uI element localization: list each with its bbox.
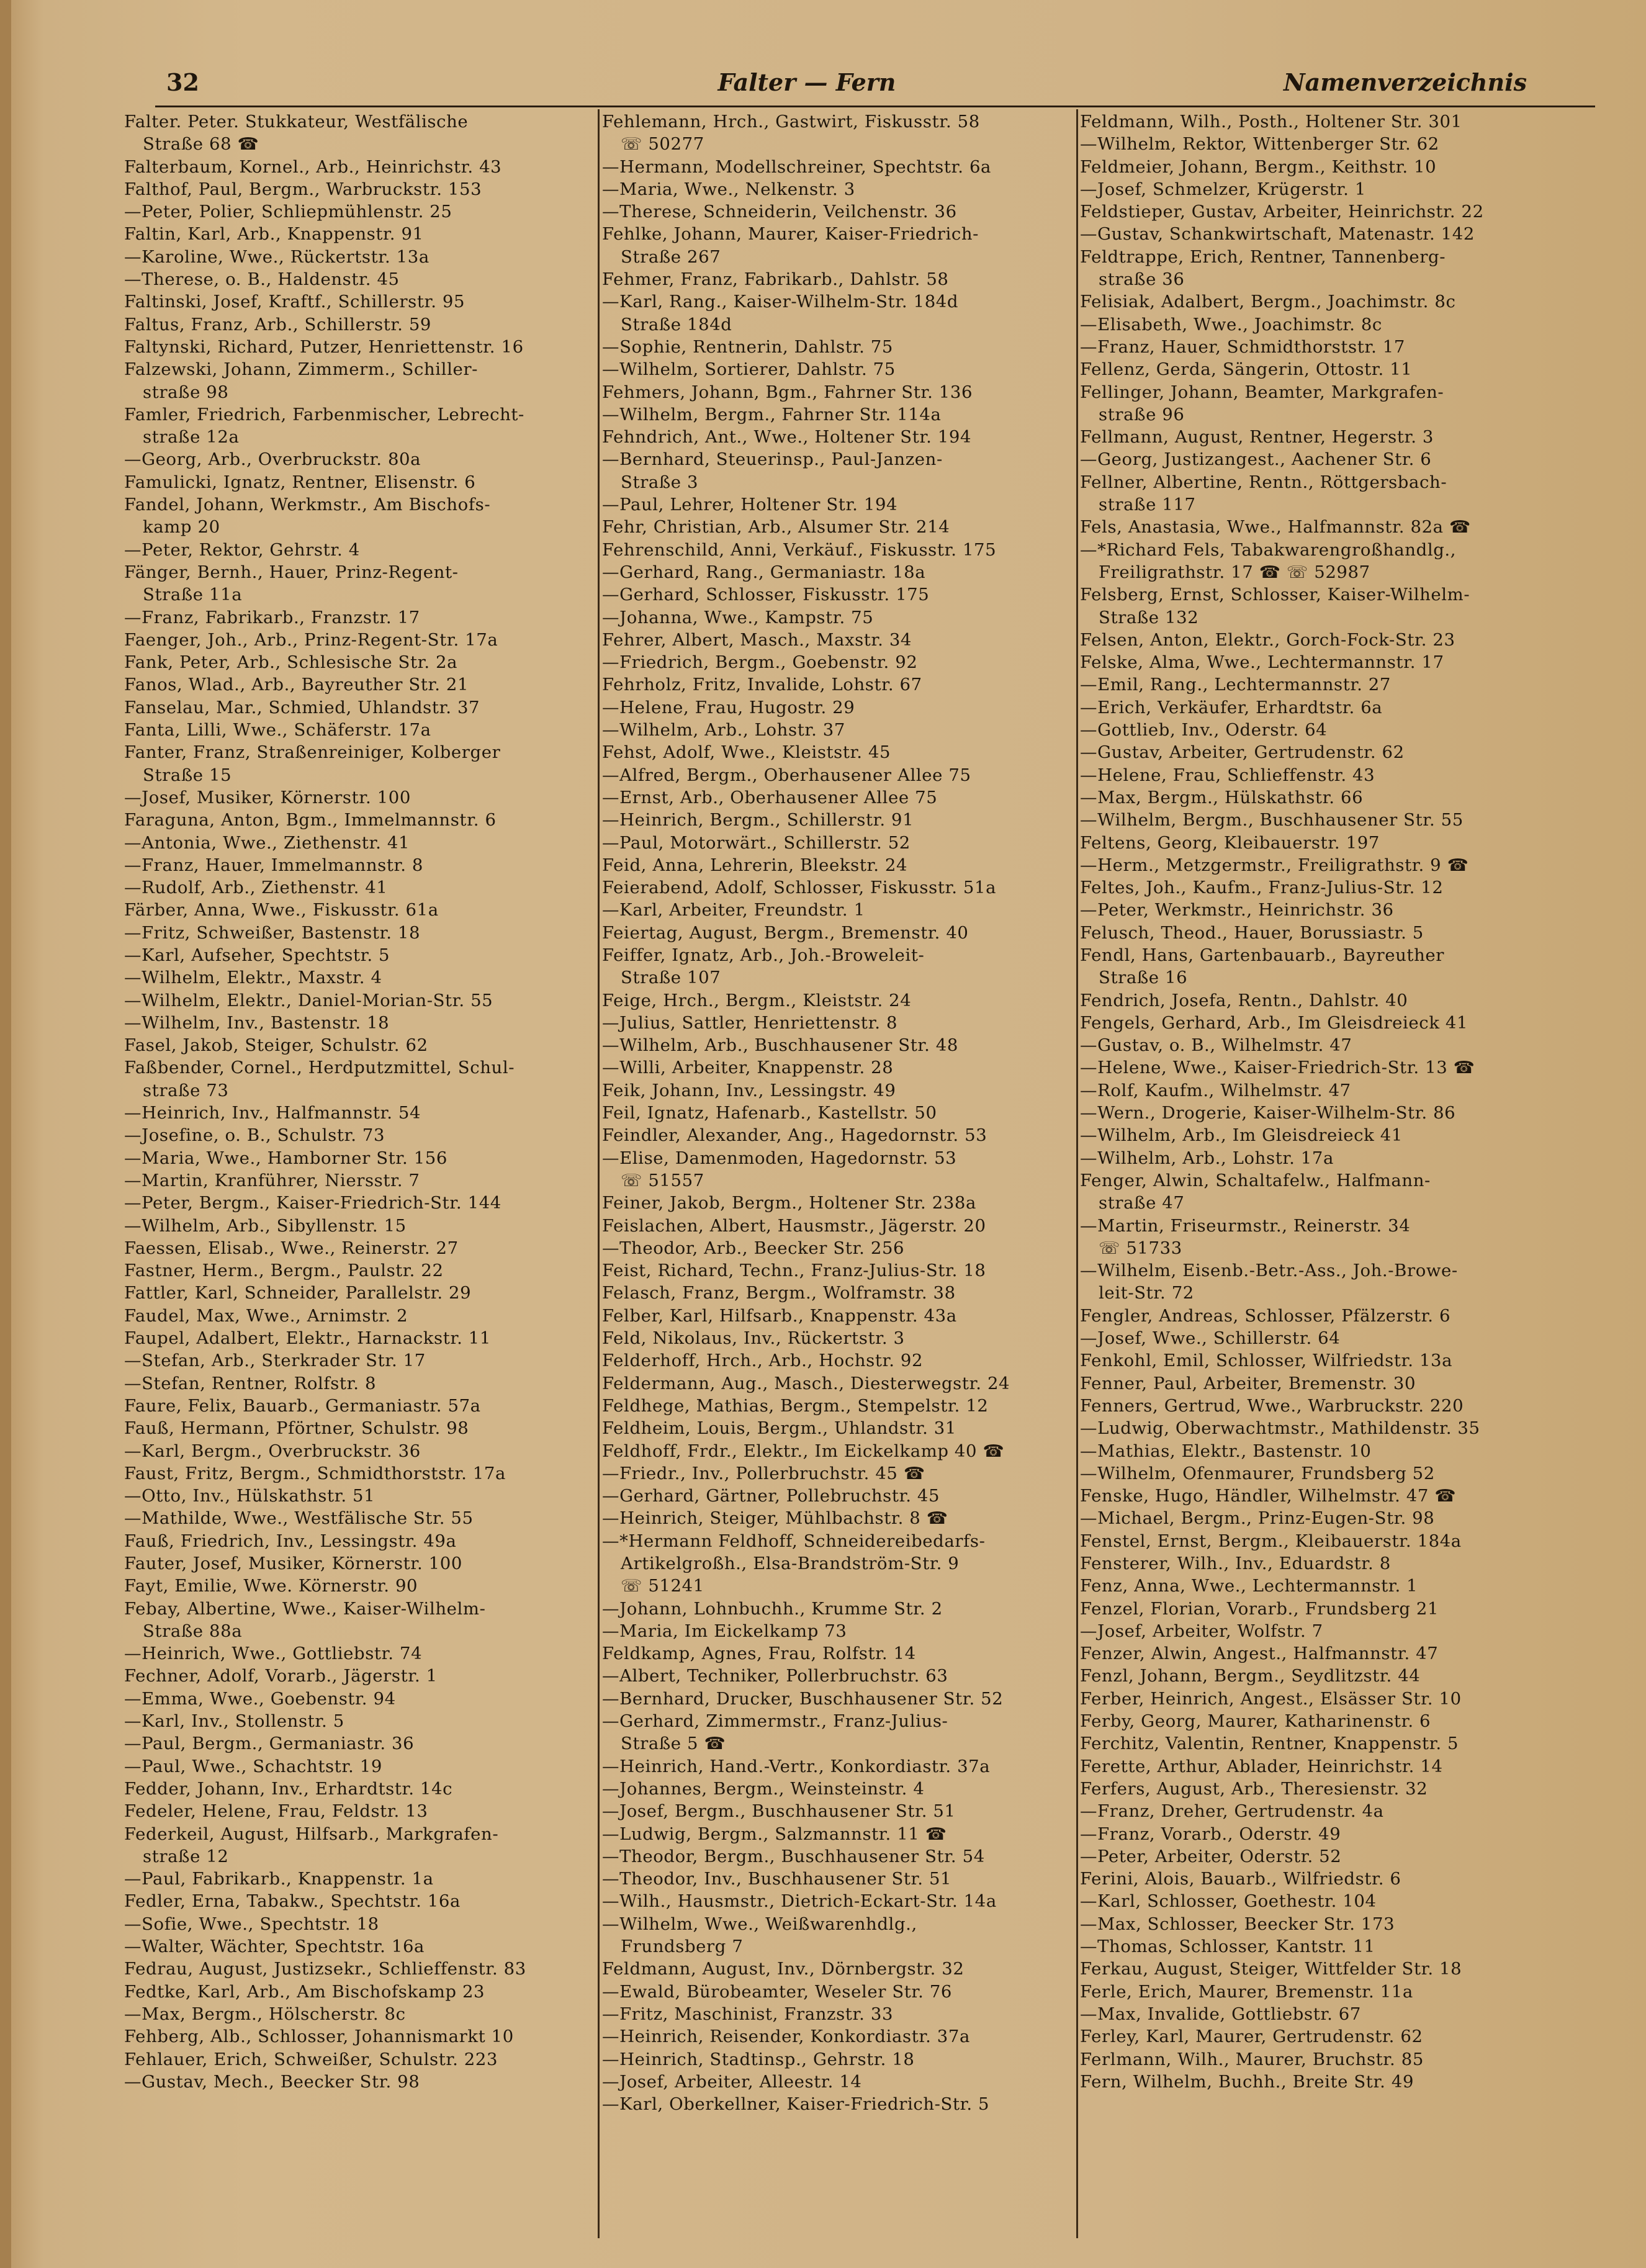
directory-entry-line: Fattler, Karl, Schneider, Parallelstr. 29 <box>124 1283 472 1303</box>
directory-entry-line: —Theodor, Inv., Buschhausener Str. 51 <box>602 1869 952 1889</box>
directory-entry-line: Faudel, Max, Wwe., Arnimstr. 2 <box>124 1305 408 1326</box>
directory-entry-line: Feldmann, August, Inv., Dörnbergstr. 32 <box>602 1959 965 1979</box>
directory-entry-line: —Heinrich, Hand.-Vertr., Konkordiastr. 37a <box>602 1756 991 1776</box>
directory-entry-line: —Otto, Inv., Hülskathstr. 51 <box>124 1486 376 1506</box>
directory-entry-line: —Rudolf, Arb., Ziethenstr. 41 <box>124 878 388 898</box>
directory-entry-line: Feldermann, Aug., Masch., Diesterwegstr. 24 <box>602 1373 1010 1393</box>
directory-entry-line: Faltus, Franz, Arb., Schillerstr. 59 <box>124 314 432 335</box>
directory-entry-line: —Wilhelm, Inv., Bastenstr. 18 <box>124 1012 390 1033</box>
directory-entry-line: —Heinrich, Steiger, Mühlbachstr. 8 ☎ <box>602 1508 948 1529</box>
directory-entry-line: —Willi, Arbeiter, Knappenstr. 28 <box>602 1058 894 1078</box>
directory-entry-line: —Mathias, Elektr., Bastenstr. 10 <box>1080 1441 1372 1461</box>
directory-entry-line: —Gustav, o. B., Wilhelmstr. 47 <box>1080 1035 1352 1056</box>
directory-entry-line: Fastner, Herm., Bergm., Paulstr. 22 <box>124 1261 444 1281</box>
directory-entry-line: —Elise, Damenmoden, Hagedornstr. 53 <box>602 1148 957 1168</box>
directory-entry-line: —Thomas, Schlosser, Kantstr. 11 <box>1080 1937 1375 1957</box>
directory-entry-line: —Heinrich, Reisender, Konkordiastr. 37a <box>602 2027 970 2047</box>
directory-entry-line: —Johann, Lohnbuchh., Krumme Str. 2 <box>602 1598 943 1619</box>
directory-entry-line: —Gustav, Schankwirtschaft, Matenastr. 142 <box>1080 224 1475 245</box>
directory-entry-line: —Emil, Rang., Lechtermannstr. 27 <box>1080 675 1391 695</box>
directory-entry-line: —Paul, Lehrer, Holtener Str. 194 <box>602 495 898 515</box>
directory-entry-line: —Wilhelm, Wwe., Weißwarenhdlg., <box>602 1914 917 1934</box>
directory-entry-line: —Wilhelm, Arb., Im Gleisdreieck 41 <box>1080 1125 1403 1146</box>
directory-entry-line: —Wilh., Hausmstr., Dietrich-Eckart-Str. 14a <box>602 1891 997 1912</box>
directory-entry-line: Feldhege, Mathias, Bergm., Stempelstr. 12 <box>602 1395 989 1416</box>
directory-entry-line: —*Hermann Feldhoff, Schneidereibedarfs- <box>602 1531 986 1551</box>
directory-entry-line: Faenger, Joh., Arb., Prinz-Regent-Str. 17a <box>124 629 498 650</box>
directory-entry-line: Fellner, Albertine, Rentn., Röttgersbach- <box>1080 472 1447 492</box>
directory-entry-line: —Sophie, Rentnerin, Dahlstr. 75 <box>602 336 893 357</box>
directory-entry-line: Ferette, Arthur, Ablader, Heinrichstr. 14 <box>1080 1756 1443 1776</box>
directory-entry-line: ☏ 50277 <box>621 134 704 155</box>
directory-entry-line: —Max, Bergm., Hölscherstr. 8c <box>124 2004 406 2024</box>
directory-entry-line: straße 98 <box>143 382 229 402</box>
directory-entry-line: Straße 3 <box>621 472 699 492</box>
directory-entry-line: Fenner, Paul, Arbeiter, Bremenstr. 30 <box>1080 1373 1416 1393</box>
directory-entry-line: —Maria, Im Eickelkamp 73 <box>602 1621 847 1641</box>
directory-entry-line: —Wilhelm, Eisenb.-Betr.-Ass., Joh.-Browe- <box>1080 1261 1458 1281</box>
directory-entry-line: Straße 11a <box>143 585 243 605</box>
directory-entry-line: —Antonia, Wwe., Ziethenstr. 41 <box>124 832 410 853</box>
directory-entry-line: Faraguna, Anton, Bgm., Immelmannstr. 6 <box>124 810 497 830</box>
directory-entry-line: Fehrholz, Fritz, Invalide, Lohstr. 67 <box>602 675 922 695</box>
directory-entry-line: —Peter, Polier, Schliepmühlenstr. 25 <box>124 202 452 222</box>
directory-entry-line: Fanos, Wlad., Arb., Bayreuther Str. 21 <box>124 675 469 695</box>
directory-entry-line: —Peter, Rektor, Gehrstr. 4 <box>124 539 360 560</box>
page-title: Falter — Fern <box>717 68 896 96</box>
directory-entry-line: Ferini, Alois, Bauarb., Wilfriedstr. 6 <box>1080 1869 1401 1889</box>
directory-entry-line: Straße 132 <box>1099 607 1199 628</box>
directory-entry-line: Ferkau, August, Steiger, Wittfelder Str. 18 <box>1080 1959 1462 1979</box>
directory-entry-line: Falthof, Paul, Bergm., Warbruckstr. 153 <box>124 179 482 199</box>
directory-entry-line: Feld, Nikolaus, Inv., Rückertstr. 3 <box>602 1328 905 1349</box>
directory-entry-line: —Maria, Wwe., Nelkenstr. 3 <box>602 179 855 199</box>
directory-entry-line: Feiffer, Ignatz, Arb., Joh.-Broweleit- <box>602 945 925 965</box>
directory-entry-line: —Wilhelm, Arb., Sibyllenstr. 15 <box>124 1215 407 1236</box>
directory-entry-line: Feist, Richard, Techn., Franz-Julius-Str. 18 <box>602 1261 986 1281</box>
directory-entry-line: —Franz, Hauer, Schmidthorststr. 17 <box>1080 336 1405 357</box>
directory-entry-line: —Wilhelm, Rektor, Wittenberger Str. 62 <box>1080 134 1439 155</box>
directory-entry-line: Fenners, Gertrud, Wwe., Warbruckstr. 220 <box>1080 1395 1464 1416</box>
directory-entry-line: Felisiak, Adalbert, Bergm., Joachimstr. 8c <box>1080 292 1456 312</box>
directory-entry-line: Felske, Alma, Wwe., Lechtermannstr. 17 <box>1080 652 1444 673</box>
directory-entry-line: straße 96 <box>1099 404 1185 425</box>
directory-entry-line: ☏ 51733 <box>1099 1238 1182 1258</box>
directory-entry-line: Fedder, Johann, Inv., Erhardtstr. 14c <box>124 1778 453 1799</box>
directory-entry-line: —Helene, Frau, Hugostr. 29 <box>602 697 855 718</box>
directory-entry-line: Ferby, Georg, Maurer, Katharinenstr. 6 <box>1080 1711 1431 1732</box>
directory-entry-line: Fedtke, Karl, Arb., Am Bischofskamp 23 <box>124 1981 485 2002</box>
directory-entry-line: —Franz, Fabrikarb., Franzstr. 17 <box>124 607 420 628</box>
directory-entry-line: —Gerhard, Zimmermstr., Franz-Julius- <box>602 1711 948 1732</box>
directory-entry-line: Feldhoff, Frdr., Elektr., Im Eickelkamp 40 ☎ <box>602 1441 1005 1461</box>
directory-entry-line: —Alfred, Bergm., Oberhausener Allee 75 <box>602 765 971 785</box>
directory-entry-line: Fauß, Hermann, Pförtner, Schulstr. 98 <box>124 1418 469 1439</box>
directory-entry-line: —Fritz, Schweißer, Bastenstr. 18 <box>124 922 421 943</box>
directory-entry-line: Ferley, Karl, Maurer, Gertrudenstr. 62 <box>1080 2027 1423 2047</box>
directory-entry-line: —Michael, Bergm., Prinz-Eugen-Str. 98 <box>1080 1508 1435 1529</box>
directory-entry-line: —Karl, Aufseher, Spechtstr. 5 <box>124 945 390 965</box>
directory-entry-line: Fedeler, Helene, Frau, Feldstr. 13 <box>124 1801 428 1822</box>
directory-entry-line: —Friedrich, Bergm., Goebenstr. 92 <box>602 652 918 673</box>
directory-entry-line: —Josef, Wwe., Schillerstr. 64 <box>1080 1328 1341 1349</box>
directory-entry-line: —Gerhard, Rang., Germaniastr. 18a <box>602 562 926 582</box>
directory-entry-line: —Wern., Drogerie, Kaiser-Wilhelm-Str. 86 <box>1080 1103 1456 1123</box>
directory-entry-line: Feindler, Alexander, Ang., Hagedornstr. 53 <box>602 1125 987 1146</box>
directory-entry-line: Fayt, Emilie, Wwe. Körnerstr. 90 <box>124 1576 418 1596</box>
directory-entry-line: Straße 107 <box>621 968 721 988</box>
directory-entry-line: —Erich, Verkäufer, Erhardtstr. 6a <box>1080 697 1383 718</box>
directory-entry-line: Faust, Fritz, Bergm., Schmidthorststr. 17a <box>124 1463 506 1483</box>
directory-entry-line: Fengler, Andreas, Schlosser, Pfälzerstr. 6 <box>1080 1305 1451 1326</box>
directory-entry-line: —Josef, Musiker, Körnerstr. 100 <box>124 787 411 808</box>
directory-entry-line: Frundsberg 7 <box>621 1937 744 1957</box>
directory-entry-line: —Peter, Bergm., Kaiser-Friedrich-Str. 144 <box>124 1193 501 1213</box>
directory-entry-line: —Wilhelm, Arb., Lohstr. 37 <box>602 720 845 740</box>
directory-entry-line: Fanta, Lilli, Wwe., Schäferstr. 17a <box>124 720 431 740</box>
directory-entry-line: —Therese, Schneiderin, Veilchenstr. 36 <box>602 202 957 222</box>
directory-entry-line: straße 36 <box>1099 269 1185 290</box>
directory-entry-line: Falterbaum, Kornel., Arb., Heinrichstr. 43 <box>124 156 502 177</box>
directory-entry-line: —Friedr., Inv., Pollerbruchstr. 45 ☎ <box>602 1463 925 1483</box>
directory-entry-line: —Stefan, Rentner, Rolfstr. 8 <box>124 1373 377 1393</box>
directory-entry-line: —Franz, Vorarb., Oderstr. 49 <box>1080 1824 1341 1844</box>
directory-entry-line: Fedrau, August, Justizsekr., Schlieffenstr. 83 <box>124 1959 526 1979</box>
directory-entry-line: Straße 68 ☎ <box>143 134 259 155</box>
directory-entry-line: Faessen, Elisab., Wwe., Reinerstr. 27 <box>124 1238 459 1258</box>
directory-entry-line: Falzewski, Johann, Zimmerm., Schiller- <box>124 359 478 380</box>
directory-entry-line: Fänger, Bernh., Hauer, Prinz-Regent- <box>124 562 459 582</box>
directory-entry-line: —Karl, Inv., Stollenstr. 5 <box>124 1711 344 1732</box>
directory-entry-line: Fanter, Franz, Straßenreiniger, Kolberger <box>124 742 501 763</box>
directory-entry-line: —Peter, Werkmstr., Heinrichstr. 36 <box>1080 900 1394 920</box>
directory-entry-line: Fenstel, Ernst, Bergm., Kleibauerstr. 184a <box>1080 1531 1462 1551</box>
column-2 <box>602 110 1080 2239</box>
directory-entry-line: Fengels, Gerhard, Arb., Im Gleisdreieck 41 <box>1080 1012 1468 1033</box>
directory-entry-line: Faltynski, Richard, Putzer, Henriettenstr. 16 <box>124 336 524 357</box>
directory-entry-line: Faure, Felix, Bauarb., Germaniastr. 57a <box>124 1395 481 1416</box>
directory-entry-line: Feldtrappe, Erich, Rentner, Tannenberg- <box>1080 246 1446 267</box>
section-title: Namenverzeichnis <box>1283 68 1527 96</box>
directory-entry-line: —Elisabeth, Wwe., Joachimstr. 8c <box>1080 314 1382 335</box>
column-1 <box>124 110 602 2239</box>
directory-entry-line: —Maria, Wwe., Hamborner Str. 156 <box>124 1148 447 1168</box>
directory-entry-line: —Peter, Arbeiter, Oderstr. 52 <box>1080 1846 1342 1866</box>
directory-entry-line: —Wilhelm, Elektr., Maxstr. 4 <box>124 968 382 988</box>
directory-entry-line: Faltinski, Josef, Kraftf., Schillerstr. 95 <box>124 292 465 312</box>
directory-entry-line: Fendl, Hans, Gartenbauarb., Bayreuther <box>1080 945 1445 965</box>
directory-entry-line: Fanselau, Mar., Schmied, Uhlandstr. 37 <box>124 697 480 718</box>
directory-entry-line: Fenger, Alwin, Schaltafelw., Halfmann- <box>1080 1170 1431 1190</box>
directory-entry-line: Faupel, Adalbert, Elektr., Harnackstr. 11 <box>124 1328 491 1349</box>
directory-entry-line: Felusch, Theod., Hauer, Borussiastr. 5 <box>1080 922 1424 943</box>
page-number: 32 <box>166 68 199 96</box>
directory-entry-line: Fank, Peter, Arb., Schlesische Str. 2a <box>124 652 458 673</box>
directory-entry-line: Fels, Anastasia, Wwe., Halfmannstr. 82a ☎ <box>1080 517 1471 538</box>
directory-entry-line: —Josef, Schmelzer, Krügerstr. 1 <box>1080 179 1366 199</box>
directory-entry-line: —Helene, Wwe., Kaiser-Friedrich-Str. 13 ☎ <box>1080 1058 1475 1078</box>
directory-entry-line: —Wilhelm, Ofenmaurer, Frundsberg 52 <box>1080 1463 1435 1483</box>
directory-entry-line: —Albert, Techniker, Pollerbruchstr. 63 <box>602 1666 948 1686</box>
directory-entry-line: Fenske, Hugo, Händler, Wilhelmstr. 47 ☎ <box>1080 1486 1457 1506</box>
directory-entry-line: Fehmers, Johann, Bgm., Fahrner Str. 136 <box>602 382 973 402</box>
directory-entry-line: —Martin, Friseurmstr., Reinerstr. 34 <box>1080 1215 1411 1236</box>
directory-entry-line: Feldstieper, Gustav, Arbeiter, Heinrichstr. 22 <box>1080 202 1484 222</box>
directory-entry-line: —Wilhelm, Sortierer, Dahlstr. 75 <box>602 359 896 380</box>
directory-entry-line: Feldkamp, Agnes, Frau, Rolfstr. 14 <box>602 1644 916 1664</box>
column-3 <box>1080 110 1558 2239</box>
directory-entry-line: Febay, Albertine, Wwe., Kaiser-Wilhelm- <box>124 1598 486 1619</box>
directory-entry-line: Ferfers, August, Arb., Theresienstr. 32 <box>1080 1778 1428 1799</box>
directory-entry-line: Feltens, Georg, Kleibauerstr. 197 <box>1080 832 1380 853</box>
directory-entry-line: Felsen, Anton, Elektr., Gorch-Fock-Str. 23 <box>1080 629 1455 650</box>
directory-entry-line: Feid, Anna, Lehrerin, Bleekstr. 24 <box>602 855 908 875</box>
directory-entry-line: —Karl, Schlosser, Goethestr. 104 <box>1080 1891 1377 1912</box>
directory-entry-line: —Franz, Hauer, Immelmannstr. 8 <box>124 855 424 875</box>
directory-entry-line: Fenkohl, Emil, Schlosser, Wilfriedstr. 13a <box>1080 1351 1453 1371</box>
directory-entry-line: Famler, Friedrich, Farbenmischer, Lebrecht- <box>124 404 524 425</box>
directory-entry-line: kamp 20 <box>143 517 220 538</box>
directory-entry-line: ☏ 51557 <box>621 1170 704 1190</box>
directory-entry-line: —Wilhelm, Bergm., Buschhausener Str. 55 <box>1080 810 1464 830</box>
directory-entry-line: —Max, Invalide, Gottliebstr. 67 <box>1080 2004 1361 2024</box>
directory-entry-line: Federkeil, August, Hilfsarb., Markgrafen- <box>124 1824 499 1844</box>
directory-entry-line: Fehr, Christian, Arb., Alsumer Str. 214 <box>602 517 950 538</box>
directory-entry-line: —Gottlieb, Inv., Oderstr. 64 <box>1080 720 1328 740</box>
directory-entry-line: —Gerhard, Gärtner, Pollebruchstr. 45 <box>602 1486 940 1506</box>
directory-entry-line: straße 73 <box>143 1080 229 1100</box>
directory-entry-line: Straße 5 ☎ <box>621 1734 726 1754</box>
directory-entry-line: —Heinrich, Wwe., Gottliebstr. 74 <box>124 1644 423 1664</box>
directory-entry-line: —Emma, Wwe., Goebenstr. 94 <box>124 1688 396 1709</box>
directory-entry-line: Feil, Ignatz, Hafenarb., Kastellstr. 50 <box>602 1103 937 1123</box>
directory-entry-line: —Paul, Fabrikarb., Knappenstr. 1a <box>124 1869 434 1889</box>
directory-entry-line: Fehrenschild, Anni, Verkäuf., Fiskusstr. 175 <box>602 539 997 560</box>
directory-entry-line: Fasel, Jakob, Steiger, Schulstr. 62 <box>124 1035 428 1056</box>
directory-entry-line: Fandel, Johann, Werkmstr., Am Bischofs- <box>124 495 491 515</box>
directory-entry-line: straße 117 <box>1099 495 1196 515</box>
directory-entry-line: Freiligrathstr. 17 ☎ ☏ 52987 <box>1099 562 1370 582</box>
directory-entry-line: Fenz, Anna, Wwe., Lechtermannstr. 1 <box>1080 1576 1418 1596</box>
directory-entry-line: —Josefine, o. B., Schulstr. 73 <box>124 1125 385 1146</box>
directory-entry-line: Fenzel, Florian, Vorarb., Frundsberg 21 <box>1080 1598 1439 1619</box>
directory-entry-line: —Karl, Oberkellner, Kaiser-Friedrich-Str. 5 <box>602 2094 990 2115</box>
directory-entry-line: —Ludwig, Bergm., Salzmannstr. 11 ☎ <box>602 1824 947 1844</box>
directory-entry-line: Feltes, Joh., Kaufm., Franz-Julius-Str. 12 <box>1080 878 1444 898</box>
directory-entry-line: Felsberg, Ernst, Schlosser, Kaiser-Wilhelm- <box>1080 585 1470 605</box>
directory-entry-line: ☏ 51241 <box>621 1576 704 1596</box>
directory-entry-line: Fauß, Friedrich, Inv., Lessingstr. 49a <box>124 1531 457 1551</box>
directory-entry-line: —Bernhard, Drucker, Buschhausener Str. 52 <box>602 1688 1004 1709</box>
directory-entry-line: Straße 184d <box>621 314 732 335</box>
directory-entry-line: —Herm., Metzgermstr., Freiligrathstr. 9 ☎ <box>1080 855 1469 875</box>
directory-entry-line: —Wilhelm, Bergm., Fahrner Str. 114a <box>602 404 942 425</box>
header-rule <box>155 106 1595 107</box>
directory-entry-line: —Paul, Bergm., Germaniastr. 36 <box>124 1734 415 1754</box>
directory-entry-line: straße 12 <box>143 1846 229 1866</box>
directory-entry-line: —Karl, Rang., Kaiser-Wilhelm-Str. 184d <box>602 292 959 312</box>
directory-entry-line: —Fritz, Maschinist, Franzstr. 33 <box>602 2004 894 2024</box>
directory-entry-line: Fendrich, Josefa, Rentn., Dahlstr. 40 <box>1080 990 1408 1010</box>
directory-entry-line: Feislachen, Albert, Hausmstr., Jägerstr. 20 <box>602 1215 986 1236</box>
directory-entry-line: —Helene, Frau, Schlieffenstr. 43 <box>1080 765 1375 785</box>
directory-entry-line: —Wilhelm, Arb., Buschhausener Str. 48 <box>602 1035 958 1056</box>
directory-entry-line: —Wilhelm, Arb., Lohstr. 17a <box>1080 1148 1334 1168</box>
directory-entry-line: —Georg, Justizangest., Aachener Str. 6 <box>1080 449 1432 470</box>
directory-entry-line: Fehrer, Albert, Masch., Maxstr. 34 <box>602 629 912 650</box>
directory-entry-line: —Rolf, Kaufm., Wilhelmstr. 47 <box>1080 1080 1351 1100</box>
directory-entry-line: —Theodor, Bergm., Buschhausener Str. 54 <box>602 1846 985 1866</box>
directory-entry-line: straße 12a <box>143 427 240 448</box>
directory-entry-line: —Josef, Bergm., Buschhausener Str. 51 <box>602 1801 956 1822</box>
directory-entry-line: Fechner, Adolf, Vorarb., Jägerstr. 1 <box>124 1666 438 1686</box>
directory-entry-line: —Martin, Kranführer, Niersstr. 7 <box>124 1170 420 1190</box>
directory-entry-line: Felderhoff, Hrch., Arb., Hochstr. 92 <box>602 1351 924 1371</box>
directory-entry-line: —Karoline, Wwe., Rückertstr. 13a <box>124 246 429 267</box>
directory-entry-line: Ferber, Heinrich, Angest., Elsässer Str. 10 <box>1080 1688 1462 1709</box>
directory-entry-line: Fehndrich, Ant., Wwe., Holtener Str. 194 <box>602 427 972 448</box>
directory-entry-line: Fehlke, Johann, Maurer, Kaiser-Friedrich- <box>602 224 979 245</box>
directory-entry-line: —Georg, Arb., Overbruckstr. 80a <box>124 449 421 470</box>
directory-entry-line: —Franz, Dreher, Gertrudenstr. 4a <box>1080 1801 1384 1822</box>
directory-entry-line: Fellmann, August, Rentner, Hegerstr. 3 <box>1080 427 1434 448</box>
directory-entry-line: leit-Str. 72 <box>1099 1283 1194 1303</box>
directory-entry-line: Feldmeier, Johann, Bergm., Keithstr. 10 <box>1080 156 1437 177</box>
directory-entry-line: Ferlmann, Wilh., Maurer, Bruchstr. 85 <box>1080 2049 1424 2069</box>
directory-entry-line: Fenzl, Johann, Bergm., Seydlitzstr. 44 <box>1080 1666 1421 1686</box>
directory-entry-line: —Therese, o. B., Haldenstr. 45 <box>124 269 400 290</box>
directory-entry-line: Fenzer, Alwin, Angest., Halfmannstr. 47 <box>1080 1644 1439 1664</box>
directory-entry-line: —Gerhard, Schlosser, Fiskusstr. 175 <box>602 585 930 605</box>
directory-entry-line: —Sofie, Wwe., Spechtstr. 18 <box>124 1914 379 1934</box>
directory-entry-line: Straße 15 <box>143 765 232 785</box>
directory-entry-line: —Paul, Motorwärt., Schillerstr. 52 <box>602 832 911 853</box>
directory-entry-line: Färber, Anna, Wwe., Fiskusstr. 61a <box>124 900 439 920</box>
directory-entry-line: —Paul, Wwe., Schachtstr. 19 <box>124 1756 382 1776</box>
directory-entry-line: Feierabend, Adolf, Schlosser, Fiskusstr. 51a <box>602 878 997 898</box>
directory-entry-line: —Johanna, Wwe., Kampstr. 75 <box>602 607 874 628</box>
directory-entry-line: —Heinrich, Stadtinsp., Gehrstr. 18 <box>602 2049 915 2069</box>
directory-entry-line: —Hermann, Modellschreiner, Spechtstr. 6a <box>602 156 992 177</box>
directory-entry-line: Artikelgroßh., Elsa-Brandström-Str. 9 <box>621 1554 960 1573</box>
directory-entry-line: Feldmann, Wilh., Posth., Holtener Str. 301 <box>1080 112 1462 132</box>
directory-entry-line: —*Richard Fels, Tabakwarengroßhandlg., <box>1080 539 1457 560</box>
directory-entry-line: Fehmer, Franz, Fabrikarb., Dahlstr. 58 <box>602 269 949 290</box>
directory-entry-line: Straße 88a <box>143 1621 243 1641</box>
directory-entry-line: Fauter, Josef, Musiker, Körnerstr. 100 <box>124 1554 462 1573</box>
directory-entry-line: Fern, Wilhelm, Buchh., Breite Str. 49 <box>1080 2071 1414 2092</box>
directory-entry-line: —Theodor, Arb., Beecker Str. 256 <box>602 1238 905 1258</box>
directory-entry-line: —Ernst, Arb., Oberhausener Allee 75 <box>602 787 938 808</box>
directory-entry-line: Feldheim, Louis, Bergm., Uhlandstr. 31 <box>602 1418 957 1439</box>
directory-entry-line: —Max, Bergm., Hülskathstr. 66 <box>1080 787 1364 808</box>
directory-entry-line: —Gustav, Arbeiter, Gertrudenstr. 62 <box>1080 742 1405 763</box>
directory-entry-line: Famulicki, Ignatz, Rentner, Elisenstr. 6 <box>124 472 476 492</box>
directory-entry-line: —Heinrich, Inv., Halfmannstr. 54 <box>124 1103 421 1123</box>
directory-entry-line: —Bernhard, Steuerinsp., Paul-Janzen- <box>602 449 943 470</box>
directory-entry-line: Feik, Johann, Inv., Lessingstr. 49 <box>602 1080 896 1100</box>
directory-entry-line: Felber, Karl, Hilfsarb., Knappenstr. 43a <box>602 1305 957 1326</box>
directory-entry-line: Ferle, Erich, Maurer, Bremenstr. 11a <box>1080 1981 1413 2002</box>
directory-entry-line: —Heinrich, Bergm., Schillerstr. 91 <box>602 810 914 830</box>
directory-entry-line: Faltin, Karl, Arb., Knappenstr. 91 <box>124 224 424 245</box>
directory-entry-line: Faßbender, Cornel., Herdputzmittel, Schul- <box>124 1058 515 1078</box>
directory-entry-line: —Ludwig, Oberwachtmstr., Mathildenstr. 35 <box>1080 1418 1480 1439</box>
directory-entry-line: Fehst, Adolf, Wwe., Kleiststr. 45 <box>602 742 891 763</box>
directory-entry-line: Straße 267 <box>621 246 721 267</box>
directory-entry-line: —Josef, Arbeiter, Wolfstr. 7 <box>1080 1621 1323 1641</box>
directory-entry-line: Fensterer, Wilh., Inv., Eduardstr. 8 <box>1080 1554 1391 1573</box>
directory-entry-line: —Max, Schlosser, Beecker Str. 173 <box>1080 1914 1395 1934</box>
directory-entry-line: Fedler, Erna, Tabakw., Spechtstr. 16a <box>124 1891 461 1912</box>
directory-entry-line: —Julius, Sattler, Henriettenstr. 8 <box>602 1012 898 1033</box>
directory-entry-line: Falter. Peter. Stukkateur, Westfälische <box>124 112 469 132</box>
directory-entry-line: Feige, Hrch., Bergm., Kleiststr. 24 <box>602 990 912 1010</box>
directory-entry-line: Fehberg, Alb., Schlosser, Johannismarkt 10 <box>124 2027 514 2047</box>
directory-entry-line: Felasch, Franz, Bergm., Wolframstr. 38 <box>602 1283 956 1303</box>
directory-entry-line: —Walter, Wächter, Spechtstr. 16a <box>124 1937 425 1957</box>
directory-entry-line: —Karl, Arbeiter, Freundstr. 1 <box>602 900 865 920</box>
directory-entry-line: —Mathilde, Wwe., Westfälische Str. 55 <box>124 1508 474 1529</box>
page-header <box>93 68 1527 106</box>
directory-entry-line: Fellenz, Gerda, Sängerin, Ottostr. 11 <box>1080 359 1413 380</box>
page-binding-edge <box>0 0 11 2268</box>
directory-entry-line: —Wilhelm, Elektr., Daniel-Morian-Str. 55 <box>124 990 493 1010</box>
directory-entry-line: —Gustav, Mech., Beecker Str. 98 <box>124 2071 420 2092</box>
directory-entry-line: Ferchitz, Valentin, Rentner, Knappenstr. 5 <box>1080 1734 1459 1754</box>
directory-entry-line: —Johannes, Bergm., Weinsteinstr. 4 <box>602 1778 925 1799</box>
directory-entry-line: —Stefan, Arb., Sterkrader Str. 17 <box>124 1351 426 1371</box>
directory-entry-line: Straße 16 <box>1099 968 1188 988</box>
directory-entry-line: Feiertag, August, Bergm., Bremenstr. 40 <box>602 922 969 943</box>
directory-entry-line: —Josef, Arbeiter, Alleestr. 14 <box>602 2071 862 2092</box>
directory-entry-line: —Karl, Bergm., Overbruckstr. 36 <box>124 1441 421 1461</box>
directory-entry-line: —Ewald, Bürobeamter, Weseler Str. 76 <box>602 1981 953 2002</box>
directory-entry-line: Fehlemann, Hrch., Gastwirt, Fiskusstr. 58 <box>602 112 980 132</box>
directory-entry-line: Feiner, Jakob, Bergm., Holtener Str. 238a <box>602 1193 977 1213</box>
directory-entry-line: straße 47 <box>1099 1193 1185 1213</box>
directory-entry-line: Fehlauer, Erich, Schweißer, Schulstr. 223 <box>124 2049 498 2069</box>
directory-entry-line: Fellinger, Johann, Beamter, Markgrafen- <box>1080 382 1444 402</box>
